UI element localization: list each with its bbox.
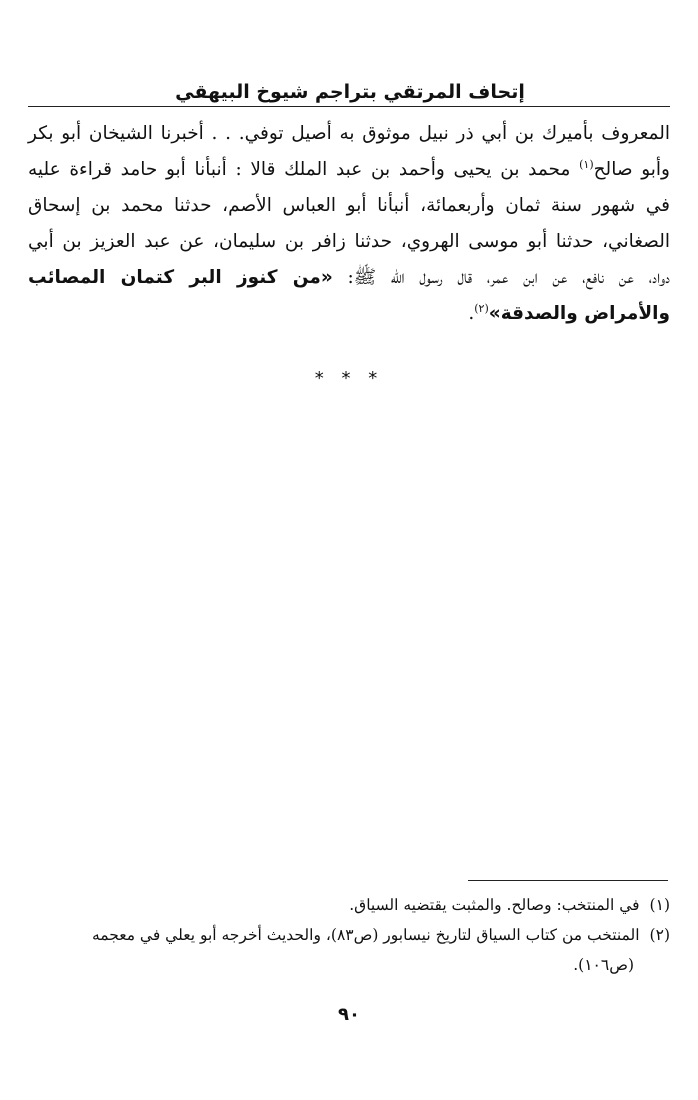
- footnote-2: [28, 920, 670, 950]
- text-line-2-start: وأبو صالح: [593, 159, 670, 180]
- hadith-text-part-2: والأمراض والصدقة»: [488, 303, 670, 324]
- hadith-text-part-1: «من كنوز البر كتمان المصائب: [28, 267, 333, 288]
- header-rule: [28, 106, 670, 107]
- footnote-rule: [468, 880, 668, 881]
- page-number: ٩٠: [338, 1004, 360, 1025]
- text-line-1: المعروف بأميرك بن أبي ذر نبيل موثوق به أصيل توفي. . . أخبرنا الشيخان أبو بكر: [28, 123, 670, 144]
- footnote-2-text: المنتخب من كتاب السياق لتاريخ نيسابور (ص٨٣)، والحديث أخرجه أبو يعلي في معجمه: [91, 926, 640, 944]
- text-line-5: [28, 260, 670, 296]
- footnote-2-number: (٢): [649, 926, 670, 944]
- footnote-1: [28, 890, 670, 920]
- text-line-6-end: .: [468, 303, 475, 324]
- text-line-4: الصغاني، حدثنا أبو موسى الهروي، حدثنا زافر بن سليمان، عن عبد العزيز بن أبي: [28, 231, 670, 252]
- footnote-ref-2: (٢): [474, 301, 489, 315]
- text-line-2-rest: محمد بن يحيى وأحمد بن عبد الملك قالا : أنبأنا أبو حامد قراءة عليه: [28, 159, 580, 180]
- text-line-6: [28, 296, 670, 332]
- footnote-1-text: في المنتخب: وصالح. والمثبت يقتضيه السياق.: [349, 896, 640, 914]
- main-text: [28, 116, 670, 332]
- text-line-3: في شهور سنة ثمان وأربعمائة، أنبأنا أبو العباس الأصم، حدثنا محمد بن إسحاق: [28, 195, 670, 216]
- text-line-5-start: دواد، عن نافع، عن ابن عمر، قال رسول الله ﷺ:: [332, 267, 670, 288]
- running-title: إتحاف المرتقي بتراجم شيوخ البيهقي: [175, 81, 525, 103]
- footnotes: [28, 890, 670, 980]
- footnote-ref-1: (١): [579, 157, 594, 171]
- section-separator: * * *: [314, 368, 384, 389]
- footnote-1-number: (١): [649, 896, 670, 914]
- footnote-2-continuation: (ص١٠٦).: [573, 956, 634, 974]
- text-line-2: [28, 152, 670, 188]
